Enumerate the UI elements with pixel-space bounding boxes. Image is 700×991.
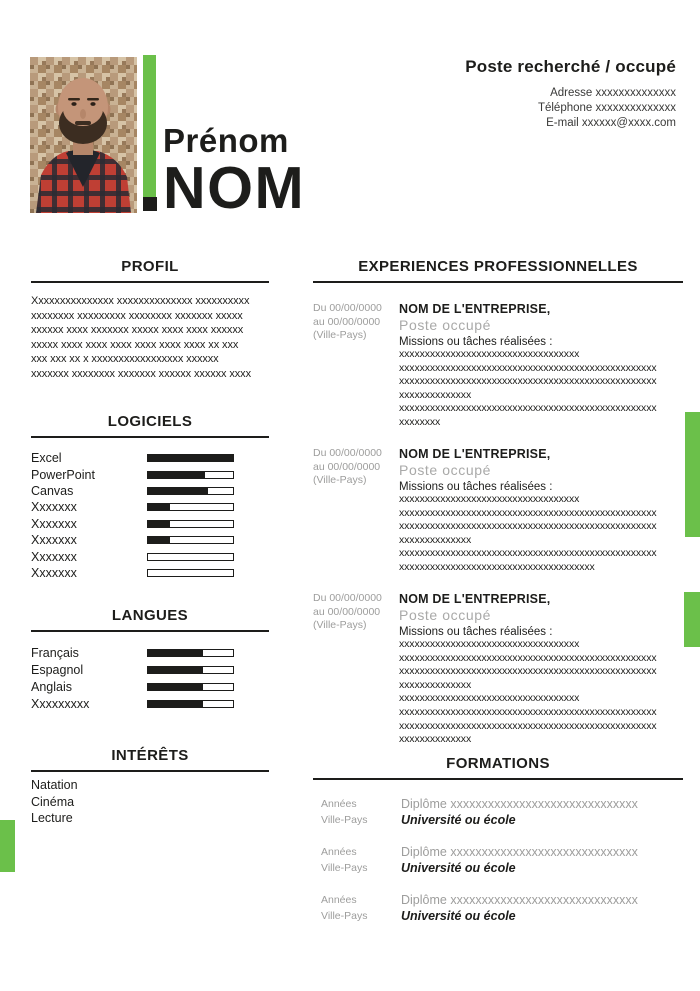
profil-text (31, 294, 269, 382)
section-title-logiciels: LOGICIELS (107, 413, 193, 430)
skill-label: Canvas (31, 483, 74, 498)
skill-level-bar (147, 683, 234, 691)
skill-row (31, 678, 269, 695)
experience-date-line: Du 00/00/0000 (313, 592, 382, 604)
skill-label: Espagnol (31, 662, 84, 677)
formation-diploma: Diplôme xxxxxxxxxxxxxxxxxxxxxxxxxxxxxx (401, 893, 638, 907)
skill-row (31, 532, 269, 548)
formation-body (401, 845, 683, 876)
job-title: Poste recherché / occupé (465, 57, 676, 76)
profile-photo (30, 57, 137, 213)
experience-detail-line: xxxxxxxxxxxxxxxxxxxxxxxxxxxxxxxxxxxxxxxxxxxxxxxxxx (399, 651, 657, 664)
skill-level-bar (147, 553, 234, 561)
experience-detail-line: xxxxxxxxxxxxxx (399, 533, 472, 546)
formation-diploma: Diplôme xxxxxxxxxxxxxxxxxxxxxxxxxxxxxx (401, 797, 638, 811)
section-rule (31, 281, 269, 283)
experience-date-line: (Ville-Pays) (313, 329, 367, 341)
formation-entry (321, 845, 683, 876)
skill-row (31, 483, 269, 499)
experience-body (399, 447, 683, 575)
experience-date-line: (Ville-Pays) (313, 619, 367, 631)
formation-body (401, 797, 683, 828)
contact-block (465, 86, 676, 131)
experience-position: Poste occupé (399, 317, 492, 333)
experience-detail-line: xxxxxxxxxxxxxx (399, 678, 472, 691)
skill-level-fill (148, 537, 170, 543)
experience-detail-line: xxxxxxxxxxxxxx (399, 733, 472, 746)
formation-years: Années (321, 846, 357, 858)
section-title-interets: INTÉRÊTS (111, 747, 189, 764)
skill-level-fill (148, 455, 233, 461)
header-green-bar (143, 55, 156, 197)
formation-years: Années (321, 798, 357, 810)
section-logiciels (31, 413, 269, 581)
skill-row (31, 565, 269, 581)
experience-detail-line: xxxxxxxxxxxxxxxxxxxxxxxxxxxxxxxxxxxxxxxxxxxxxxxxxx (399, 665, 657, 678)
formation-body (401, 893, 683, 924)
experience-detail-line: xxxxxxxxxxxxxxxxxxxxxxxxxxxxxxxxxxxxxxxxxxxxxxxxxx (399, 375, 657, 388)
section-title-langues: LANGUES (111, 607, 189, 624)
section-title-profil: PROFIL (121, 258, 179, 275)
interest-item: Natation (31, 778, 78, 792)
formation-years: Années (321, 894, 357, 906)
section-rule (313, 281, 683, 283)
contact-line: Téléphone xxxxxxxxxxxxxx (537, 102, 676, 114)
experience-entry (313, 447, 683, 575)
experience-body (399, 302, 683, 430)
interest-item: Lecture (31, 811, 73, 825)
experience-missions-label: Missions ou tâches réalisées : (399, 626, 553, 638)
experience-body (399, 592, 683, 747)
section-experiences (313, 258, 683, 283)
section-title-formations: FORMATIONS (446, 755, 550, 772)
experience-detail-line: xxxxxxxxxxxxxxxxxxxxxxxxxxxxxxxxxxxxxx (399, 560, 595, 573)
experience-detail-line: xxxxxxxxxxxxxxxxxxxxxxxxxxxxxxxxxxxxxxxxxxxxxxxxxx (399, 719, 657, 732)
experience-company: NOM DE L'ENTREPRISE, (399, 447, 551, 461)
skill-label: PowerPoint (31, 467, 95, 482)
skill-label: Français (31, 645, 79, 660)
formation-school: Université ou école (401, 908, 516, 923)
portrait-illustration (30, 57, 137, 213)
experience-detail-line: xxxxxxxxxxxxxxxxxxxxxxxxxxxxxxxxxxxxxxxxxxxxxxxxxx (399, 506, 657, 519)
experience-detail-line: xxxxxxxxxxxxxxxxxxxxxxxxxxxxxxxxxxxxxxxxxxxxxxxxxx (399, 361, 657, 374)
experience-date-line: au 00/00/0000 (313, 315, 381, 328)
formation-location: Ville-Pays (321, 909, 368, 922)
skill-row (31, 695, 269, 712)
experience-company: NOM DE L'ENTREPRISE, (399, 592, 551, 606)
skill-level-fill (148, 684, 203, 690)
interest-list (31, 777, 269, 827)
experience-dates (313, 592, 393, 747)
profil-line: Xxxxxxxxxxxxxxx xxxxxxxxxxxxxx xxxxxxxxxx (31, 295, 250, 307)
skill-level-bar (147, 471, 234, 479)
skill-level-bar (147, 569, 234, 577)
experience-entry (313, 302, 683, 430)
skill-label: Xxxxxxx (31, 516, 77, 531)
skill-level-fill (148, 504, 170, 510)
header-right (465, 57, 676, 131)
experience-detail-line: xxxxxxxxxxxxxxxxxxxxxxxxxxxxxxxxxxx (399, 638, 580, 650)
skill-label: Xxxxxxx (31, 500, 77, 515)
experience-dates (313, 447, 393, 575)
skill-level-bar (147, 454, 234, 462)
experience-detail-line: xxxxxxxxxxxxxxxxxxxxxxxxxxxxxxxxxxx (399, 692, 580, 705)
profil-line: xxxxx xxxx xxxx xxxx xxxx xxxx xxxx xx xxx (31, 338, 239, 351)
skill-label: Anglais (31, 679, 72, 694)
formation-entry (321, 797, 683, 828)
formation-meta (321, 797, 385, 828)
last-name: NOM (163, 155, 306, 221)
experience-position: Poste occupé (399, 607, 492, 623)
skill-row (31, 661, 269, 678)
experience-company: NOM DE L'ENTREPRISE, (399, 302, 551, 316)
skill-level-fill (148, 472, 205, 478)
right-green-bar-1 (685, 412, 700, 537)
right-green-bar-2 (684, 592, 700, 647)
header-black-square (143, 197, 157, 211)
profil-line: xxx xxx xx x xxxxxxxxxxxxxxxxx xxxxxx (31, 353, 219, 366)
experience-detail-line: xxxxxxxxxxxxxx (399, 388, 472, 401)
contact-line: Adresse xxxxxxxxxxxxxx (550, 87, 676, 99)
skill-label: Xxxxxxxxx (31, 696, 90, 711)
formation-location: Ville-Pays (321, 861, 368, 874)
experience-detail-line: xxxxxxxxxxxxxxxxxxxxxxxxxxxxxxxxxxxxxxxxxxxxxxxxxx (399, 547, 657, 560)
experience-date-line: au 00/00/0000 (313, 460, 381, 473)
skill-level-bar (147, 536, 234, 544)
skill-row (31, 499, 269, 515)
experience-detail-line: xxxxxxxxxxxxxxxxxxxxxxxxxxxxxxxxxxxxxxxxxxxxxxxxxx (399, 705, 657, 718)
skill-level-bar (147, 503, 234, 511)
experience-date-line: au 00/00/0000 (313, 605, 381, 618)
skill-row (31, 644, 269, 661)
skill-row (31, 548, 269, 564)
skill-level-fill (148, 667, 203, 673)
software-skill-list (31, 450, 269, 581)
experience-missions-label: Missions ou tâches réalisées : (399, 336, 553, 348)
skill-level-bar (147, 520, 234, 528)
skill-level-bar (147, 649, 234, 657)
experience-date-line: Du 00/00/0000 (313, 302, 382, 314)
skill-level-bar (147, 700, 234, 708)
formation-meta (321, 893, 385, 924)
section-langues (31, 607, 269, 712)
skill-level-fill (148, 521, 170, 527)
section-rule (31, 436, 269, 438)
formation-entry (321, 893, 683, 924)
language-skill-list (31, 644, 269, 712)
experience-position: Poste occupé (399, 462, 492, 478)
name-block (163, 122, 306, 221)
skill-level-fill (148, 488, 208, 494)
profil-line: xxxxxx xxxx xxxxxxx xxxxx xxxx xxxx xxxxxx (31, 324, 244, 337)
interest-item: Cinéma (31, 794, 75, 809)
skill-label: Xxxxxxx (31, 533, 77, 548)
experience-date-line: (Ville-Pays) (313, 474, 367, 486)
formation-school: Université ou école (401, 812, 516, 827)
skill-level-bar (147, 666, 234, 674)
skill-row (31, 450, 269, 466)
experience-entry (313, 592, 683, 747)
section-rule (31, 770, 269, 772)
profil-line: xxxxxxx xxxxxxxx xxxxxxx xxxxxx xxxxxx xxxx (31, 367, 251, 380)
skill-level-fill (148, 650, 203, 656)
skill-label: Xxxxxxx (31, 565, 77, 580)
skill-level-fill (148, 701, 203, 707)
skill-row (31, 516, 269, 532)
section-rule (31, 630, 269, 632)
experience-detail-line: xxxxxxxxxxxxxxxxxxxxxxxxxxxxxxxxxxxxxxxxxxxxxxxxxx (399, 402, 657, 415)
first-name: Prénom (163, 122, 289, 159)
section-formations (313, 755, 683, 780)
experience-detail-line: xxxxxxxxxxxxxxxxxxxxxxxxxxxxxxxxxxx (399, 348, 580, 360)
experience-date-line: Du 00/00/0000 (313, 447, 382, 459)
experience-detail-line: xxxxxxxxxxxxxxxxxxxxxxxxxxxxxxxxxxx (399, 493, 580, 505)
contact-line: E-mail xxxxxx@xxxx.com (546, 117, 676, 129)
experience-missions-label: Missions ou tâches réalisées : (399, 481, 553, 493)
section-profil (31, 258, 269, 382)
skill-row (31, 466, 269, 482)
experience-detail-line: xxxxxxxxxxxxxxxxxxxxxxxxxxxxxxxxxxxxxxxxxxxxxxxxxx (399, 520, 657, 533)
skill-label: Xxxxxxx (31, 549, 77, 564)
formation-location: Ville-Pays (321, 813, 368, 826)
formation-school: Université ou école (401, 860, 516, 875)
formation-meta (321, 845, 385, 876)
experience-detail-line: xxxxxxxx (399, 415, 441, 428)
section-rule (313, 778, 683, 780)
formation-diploma: Diplôme xxxxxxxxxxxxxxxxxxxxxxxxxxxxxx (401, 845, 638, 859)
skill-level-bar (147, 487, 234, 495)
left-bottom-green-bar (0, 820, 15, 872)
profil-line: xxxxxxxx xxxxxxxxx xxxxxxxx xxxxxxx xxxxx (31, 309, 243, 322)
skill-label: Excel (31, 451, 62, 466)
experience-dates (313, 302, 393, 430)
section-interets (31, 747, 269, 827)
section-title-experiences: EXPERIENCES PROFESSIONNELLES (358, 258, 638, 275)
